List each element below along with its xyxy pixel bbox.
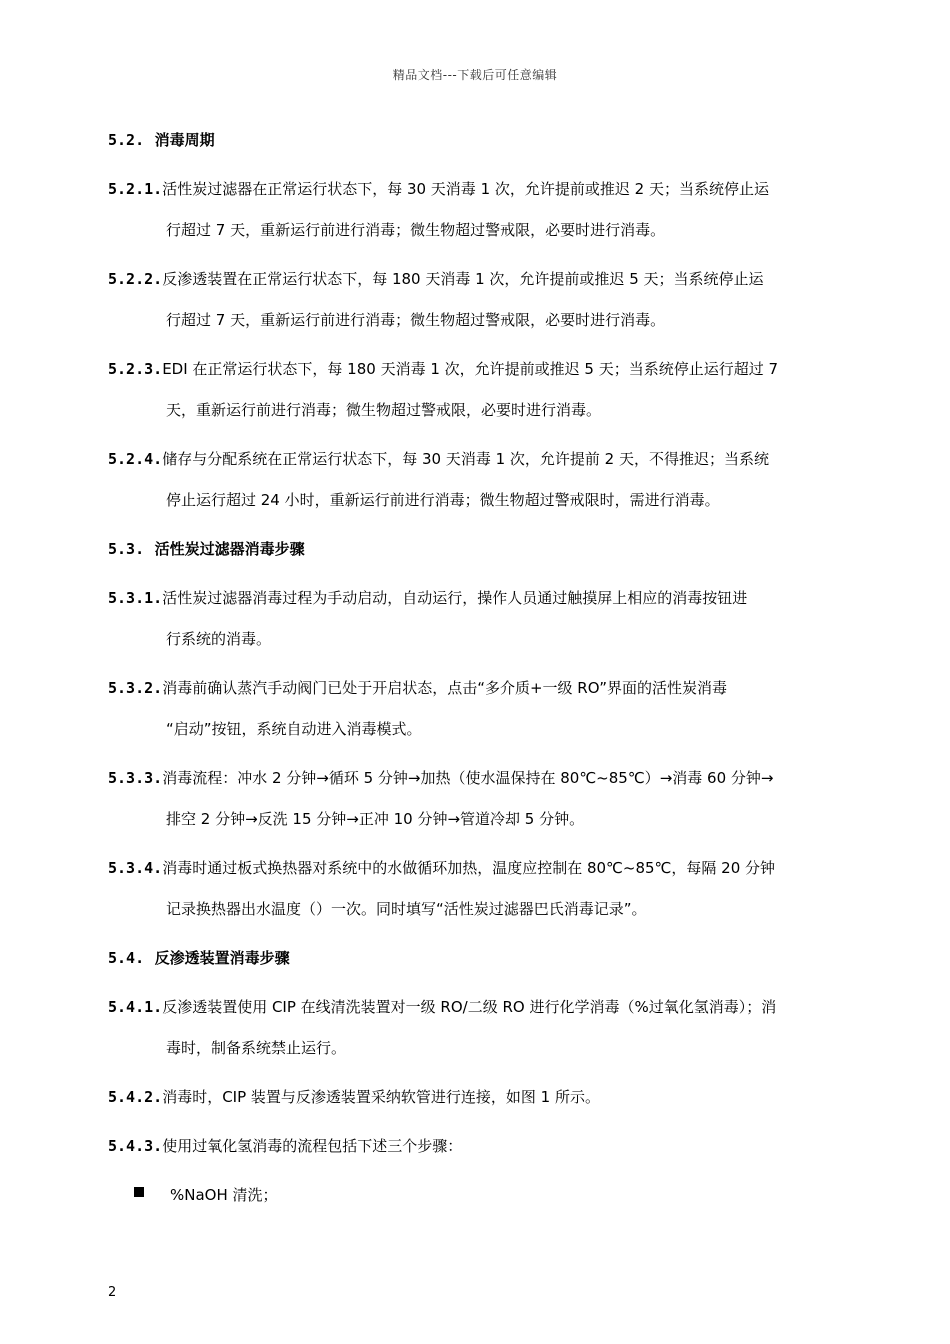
paragraph-number: 5.4.2.	[108, 1088, 163, 1106]
paragraph-5-2-2	[108, 269, 764, 289]
section-number: 5.2.	[108, 131, 145, 149]
section-title: 反渗透装置消毒步骤	[154, 949, 290, 967]
paragraph-5-3-4	[108, 858, 775, 878]
paragraph-number: 5.2.1.	[108, 180, 163, 198]
paragraph-line-1: 使用过氧化氢消毒的流程包括下述三个步骤：	[162, 1137, 463, 1155]
paragraph-line-1: 消毒时通过板式换热器对系统中的水做循环加热，温度应控制在 80℃~85℃，每隔 20 分钟	[162, 859, 776, 877]
paragraph-5-3-1	[108, 588, 747, 608]
paragraph-line-1: 消毒前确认蒸汽手动阀门已处于开启状态，点击“多介质+一级 RO”界面的活性炭消毒	[162, 679, 728, 697]
paragraph-line-2: 天，重新运行前进行消毒；微生物超过警戒限，必要时进行消毒。	[166, 401, 602, 419]
section-title: 消毒周期	[154, 131, 215, 149]
section-number: 5.3.	[108, 540, 145, 558]
page-header: 精品文档---下载后可任意编辑	[392, 68, 558, 82]
paragraph-number: 5.3.4.	[108, 859, 163, 877]
paragraph-line-1: 反渗透装置在正常运行状态下，每 180 天消毒 1 次，允许提前或推迟 5 天；当系统停止运	[162, 270, 764, 288]
paragraph-number: 5.2.3.	[108, 360, 163, 378]
paragraph-line-1: 活性炭过滤器在正常运行状态下，每 30 天消毒 1 次，允许提前或推迟 2 天；当系统停止运	[162, 180, 769, 198]
paragraph-line-2: 行超过 7 天，重新运行前进行消毒；微生物超过警戒限，必要时进行消毒。	[166, 311, 666, 329]
paragraph-line-2: “启动”按钮，系统自动进入消毒模式。	[166, 720, 422, 738]
paragraph-line-1: 活性炭过滤器消毒过程为手动启动，自动运行，操作人员通过触摸屏上相应的消毒按钮进	[162, 589, 748, 607]
paragraph-line-2: 毒时，制备系统禁止运行。	[166, 1039, 347, 1057]
paragraph-line-2: 行系统的消毒。	[166, 630, 272, 648]
section-number: 5.4.	[108, 949, 145, 967]
paragraph-5-3-2	[108, 678, 727, 698]
paragraph-number: 5.3.2.	[108, 679, 163, 697]
paragraph-line-1: EDI 在正常运行状态下，每 180 天消毒 1 次，允许提前或推迟 5 天；当系统停止运行超过 7	[162, 360, 779, 378]
paragraph-number: 5.2.2.	[108, 270, 163, 288]
paragraph-number: 5.3.3.	[108, 769, 163, 787]
paragraph-number: 5.4.1.	[108, 998, 163, 1016]
page-number: 2	[108, 1285, 117, 1300]
section-heading-5-4	[108, 948, 290, 968]
paragraph-5-2-3	[108, 359, 778, 379]
paragraph-5-3-3	[108, 768, 773, 788]
paragraph-number: 5.2.4.	[108, 450, 163, 468]
paragraph-line-2: 排空 2 分钟→反洗 15 分钟→正冲 10 分钟→管道冷却 5 分钟。	[166, 810, 585, 828]
paragraph-line-1: 消毒流程：冲水 2 分钟→循环 5 分钟→加热（使水温保持在 80℃~85℃）→消毒 60 分钟→	[162, 769, 774, 787]
section-title: 活性炭过滤器消毒步骤	[154, 540, 305, 558]
paragraph-5-4-3	[108, 1136, 462, 1156]
paragraph-number: 5.3.1.	[108, 589, 163, 607]
paragraph-line-1: 反渗透装置使用 CIP 在线清洗装置对一级 RO/二级 RO 进行化学消毒（%过氧化氢消毒）；消	[162, 998, 777, 1016]
paragraph-line-2: 记录换热器出水温度（）一次。同时填写“活性炭过滤器巴氏消毒记录”。	[166, 900, 647, 918]
bullet-item: %NaOH 清洗；	[170, 1186, 278, 1204]
paragraph-5-4-1	[108, 997, 776, 1017]
section-heading-5-3	[108, 539, 305, 559]
paragraph-5-4-2	[108, 1087, 600, 1107]
paragraph-line-2: 停止运行超过 24 小时，重新运行前进行消毒；微生物超过警戒限时，需进行消毒。	[166, 491, 720, 509]
paragraph-line-1: 储存与分配系统在正常运行状态下，每 30 天消毒 1 次，允许提前 2 天，不得推迟；当系统	[162, 450, 769, 468]
paragraph-number: 5.4.3.	[108, 1137, 163, 1155]
paragraph-5-2-4	[108, 449, 769, 469]
paragraph-5-2-1	[108, 179, 769, 199]
square-bullet-icon	[134, 1187, 144, 1197]
section-heading-5-2	[108, 130, 215, 150]
paragraph-line-2: 行超过 7 天，重新运行前进行消毒；微生物超过警戒限，必要时进行消毒。	[166, 221, 666, 239]
paragraph-line-1: 消毒时，CIP 装置与反渗透装置采纳软管进行连接，如图 1 所示。	[162, 1088, 600, 1106]
